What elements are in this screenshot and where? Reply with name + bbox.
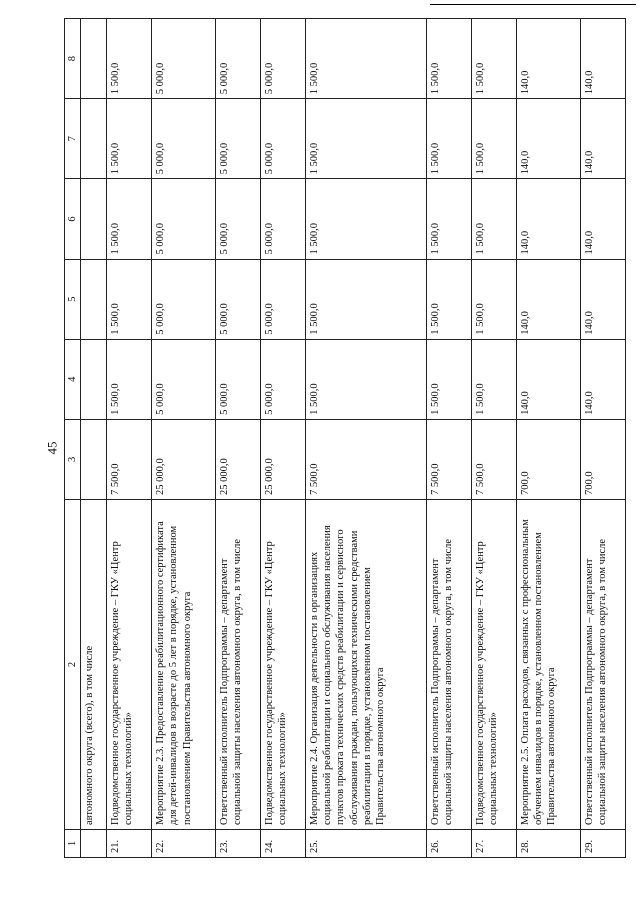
row-value-cell: 5 000,0 — [261, 179, 306, 259]
row-value-cell: 1 500,0 — [107, 339, 152, 419]
budget-table — [64, 18, 626, 858]
row-value-cell: 5 000,0 — [216, 339, 261, 419]
row-name-cell: Мероприятие 2.3. Предоставление реабилитационного сертификата для детей-инвалидов в возрасте до 5 лет в порядке, установленном постановлением Правительства автономного округа — [152, 500, 216, 830]
row-value-cell: 140,0 — [516, 339, 580, 419]
row-value-cell: 140,0 — [516, 259, 580, 339]
row-value-cell: 1 500,0 — [306, 339, 427, 419]
row-number-cell: 22. — [152, 830, 216, 858]
row-value-cell: 25 000,0 — [152, 419, 216, 499]
row-value-cell: 1 500,0 — [306, 19, 427, 99]
row-value-cell: 140,0 — [580, 99, 625, 179]
row-value-cell: 700,0 — [580, 419, 625, 499]
row-value-cell: 5 000,0 — [216, 259, 261, 339]
row-value-cell: 5 000,0 — [216, 179, 261, 259]
row-value-cell: 140,0 — [516, 179, 580, 259]
row-value-cell: 5 000,0 — [152, 19, 216, 99]
row-value-cell — [81, 99, 107, 179]
row-value-cell: 1 500,0 — [426, 179, 471, 259]
row-value-cell — [81, 179, 107, 259]
top-rule — [430, 4, 636, 5]
table-row — [81, 19, 107, 858]
table-row — [516, 19, 580, 858]
page-number: 45 — [44, 441, 60, 455]
row-value-cell: 1 500,0 — [471, 339, 516, 419]
row-value-cell: 1 500,0 — [471, 19, 516, 99]
row-name-cell: Подведомственное государственное учреждение – ГКУ «Центр социальных технологий» — [107, 500, 152, 830]
row-number-cell: 29. — [580, 830, 625, 858]
row-value-cell: 5 000,0 — [152, 99, 216, 179]
row-number-cell: 28. — [516, 830, 580, 858]
row-value-cell: 5 000,0 — [152, 259, 216, 339]
row-name-cell: Подведомственное государственное учреждение – ГКУ «Центр социальных технологий» — [471, 500, 516, 830]
row-number-cell — [81, 830, 107, 858]
row-name-cell: Ответственный исполнитель Подпрограммы – департамент социальной защиты населения автономного округа, в том числе — [216, 500, 261, 830]
row-value-cell: 1 500,0 — [306, 179, 427, 259]
table-row — [152, 19, 216, 858]
row-value-cell: 140,0 — [580, 19, 625, 99]
row-name-cell: Ответственный исполнитель Подпрограммы – департамент социальной защиты населения автономного округа, в том числе — [426, 500, 471, 830]
row-number-cell: 26. — [426, 830, 471, 858]
row-value-cell: 5 000,0 — [261, 19, 306, 99]
row-value-cell: 7 500,0 — [471, 419, 516, 499]
row-value-cell: 5 000,0 — [152, 339, 216, 419]
row-value-cell: 5 000,0 — [261, 99, 306, 179]
row-name-cell: автономного округа (всего), в том числе — [81, 500, 107, 830]
row-value-cell: 1 500,0 — [471, 259, 516, 339]
header-cell: 1 — [65, 830, 81, 858]
row-value-cell: 7 500,0 — [107, 419, 152, 499]
row-value-cell: 5 000,0 — [261, 339, 306, 419]
row-value-cell: 1 500,0 — [426, 339, 471, 419]
row-value-cell: 1 500,0 — [107, 179, 152, 259]
row-value-cell: 1 500,0 — [471, 179, 516, 259]
row-value-cell — [81, 339, 107, 419]
row-number-cell: 27. — [471, 830, 516, 858]
row-value-cell: 1 500,0 — [426, 99, 471, 179]
table-row — [261, 19, 306, 858]
row-value-cell: 5 000,0 — [216, 99, 261, 179]
header-cell: 8 — [65, 19, 81, 99]
row-value-cell: 7 500,0 — [306, 419, 427, 499]
row-value-cell — [81, 419, 107, 499]
row-value-cell: 140,0 — [580, 339, 625, 419]
header-cell: 2 — [65, 500, 81, 830]
row-value-cell: 140,0 — [516, 99, 580, 179]
row-name-cell: Ответственный исполнитель Подпрограммы – департамент социальной защиты населения автономного округа, в том числе — [580, 500, 625, 830]
row-value-cell: 1 500,0 — [306, 99, 427, 179]
row-value-cell: 1 500,0 — [107, 259, 152, 339]
header-row — [65, 19, 81, 858]
row-value-cell: 1 500,0 — [471, 99, 516, 179]
row-value-cell — [81, 259, 107, 339]
row-name-cell: Подведомственное государственное учреждение – ГКУ «Центр социальных технологий» — [261, 500, 306, 830]
row-value-cell: 5 000,0 — [216, 19, 261, 99]
row-number-cell: 23. — [216, 830, 261, 858]
rotated-table-container — [64, 18, 626, 858]
row-value-cell: 5 000,0 — [152, 179, 216, 259]
table-row — [580, 19, 625, 858]
row-value-cell — [81, 19, 107, 99]
header-cell: 5 — [65, 259, 81, 339]
row-value-cell: 140,0 — [516, 19, 580, 99]
row-number-cell: 21. — [107, 830, 152, 858]
row-value-cell: 1 500,0 — [107, 99, 152, 179]
row-value-cell: 1 500,0 — [306, 259, 427, 339]
row-name-cell: Мероприятие 2.5. Оплата расходов, связанных с профессиональным обучением инвалидов в порядке, установленном постановлением Правительства автономного округа — [516, 500, 580, 830]
header-cell: 3 — [65, 419, 81, 499]
row-value-cell: 25 000,0 — [216, 419, 261, 499]
table-row — [306, 19, 427, 858]
table-row — [471, 19, 516, 858]
header-cell: 4 — [65, 339, 81, 419]
table-row — [216, 19, 261, 858]
row-name-cell: Мероприятие 2.4. Организация деятельности в организациях социальной реабилитации и социального обслуживания населения пунктов проката технических средств реабилитации и сервисного обслуживания граждан, пользующихся техническими средствами реабилитации в порядке, установленном постановлением Правительства автономного округа — [306, 500, 427, 830]
row-value-cell: 1 500,0 — [426, 19, 471, 99]
row-value-cell: 140,0 — [580, 179, 625, 259]
row-value-cell: 7 500,0 — [426, 419, 471, 499]
row-number-cell: 24. — [261, 830, 306, 858]
row-number-cell: 25. — [306, 830, 427, 858]
row-value-cell: 1 500,0 — [426, 259, 471, 339]
header-cell: 7 — [65, 99, 81, 179]
table-row — [426, 19, 471, 858]
row-value-cell: 140,0 — [580, 259, 625, 339]
row-value-cell: 5 000,0 — [261, 259, 306, 339]
header-cell: 6 — [65, 179, 81, 259]
table-row — [107, 19, 152, 858]
row-value-cell: 25 000,0 — [261, 419, 306, 499]
row-value-cell: 700,0 — [516, 419, 580, 499]
row-value-cell: 1 500,0 — [107, 19, 152, 99]
